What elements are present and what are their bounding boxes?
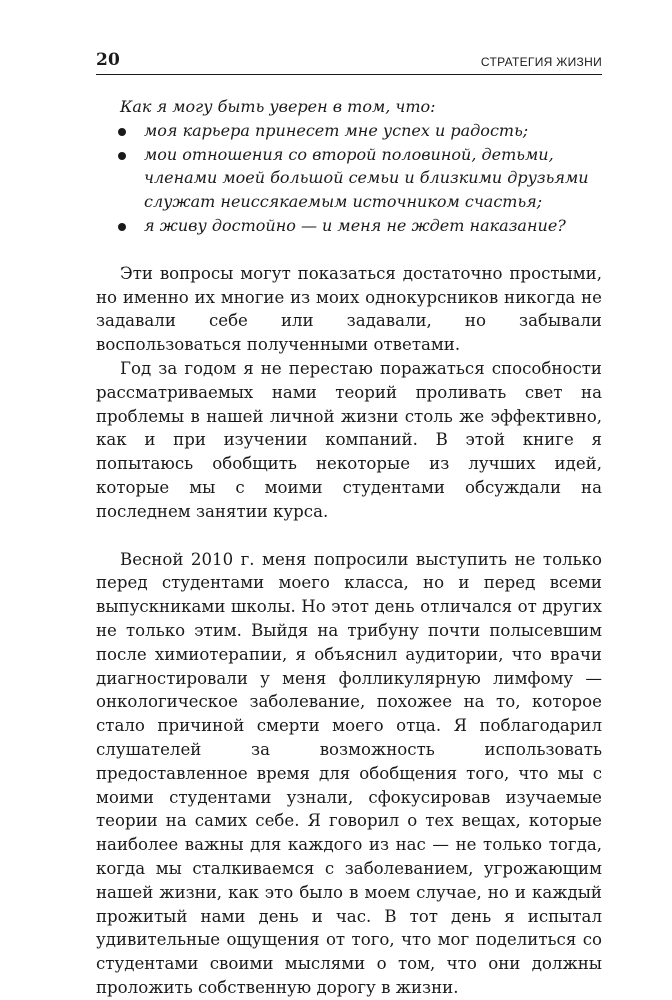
list-item bbox=[96, 143, 602, 214]
question-text: мои отношения со второй половиной, детьми, членами моей большой семьи и близкими друзьями служат неиссякаемым источником счастья; bbox=[144, 144, 589, 212]
book-page bbox=[96, 52, 602, 1000]
bullet-icon bbox=[118, 128, 126, 136]
bullet-icon bbox=[118, 223, 126, 231]
running-title: СТРАТЕГИЯ ЖИЗНИ bbox=[480, 55, 602, 69]
paragraph: Эти вопросы могут показаться достаточно простыми, но именно их многие из моих однокурсников никогда не задавали себе или задавали, но забывали воспользоваться полученными ответами. bbox=[96, 263, 602, 355]
question-text: моя карьера принесет мне успех и радость; bbox=[144, 120, 529, 140]
list-item bbox=[96, 214, 602, 238]
questions-list bbox=[96, 119, 602, 238]
questions-intro: Как я могу быть уверен в том, что: bbox=[120, 97, 436, 116]
page-number: 20 bbox=[96, 50, 121, 70]
list-item bbox=[96, 119, 602, 143]
running-header bbox=[96, 52, 602, 75]
bullet-icon bbox=[118, 152, 126, 160]
paragraph: Весной 2010 г. меня попросили выступить не только перед студентами моего класса, но и перед всеми выпускниками школы. Но этот день отличался от других не только этим. Выйдя на трибуну почти полысевшим после химиотерапии, я объяснил аудитории, что врачи диагностировали у меня фолликулярную лимфому — онкологическое заболевание, похожее на то, которое стало причиной смерти моего отца. Я поблагодарил слушателей за возможность использовать предоставленное время для обобщения того, что мы с моими студентами узнали, сфокусировав изучаемые теории на самих себе. Я говорил о тех вещах, которые наиболее важны для каждого из нас — не только тогда, когда мы сталкиваемся с заболеванием, угрожающим нашей жизни, как это было в моем случае, но и каждый прожитый нами день и час. В тот день я испытал удивительные ощущения от того, что мог поделиться со студентами своими мыслями о том, что они должны проложить собственную дорогу в жизни. bbox=[96, 549, 602, 997]
paragraph: Год за годом я не перестаю поражаться способности рассматриваемых нами теорий проливать свет на проблемы в нашей личной жизни столь же эффективно, как и при изучении компаний. В этой книге я попытаюсь обобщить некоторые из лучших идей, которые мы с моими студентами обсуждали на последнем занятии курса. bbox=[96, 358, 602, 521]
question-text: я живу достойно — и меня не ждет наказание? bbox=[144, 215, 566, 235]
questions-block bbox=[96, 95, 602, 238]
page-body bbox=[96, 95, 602, 1000]
